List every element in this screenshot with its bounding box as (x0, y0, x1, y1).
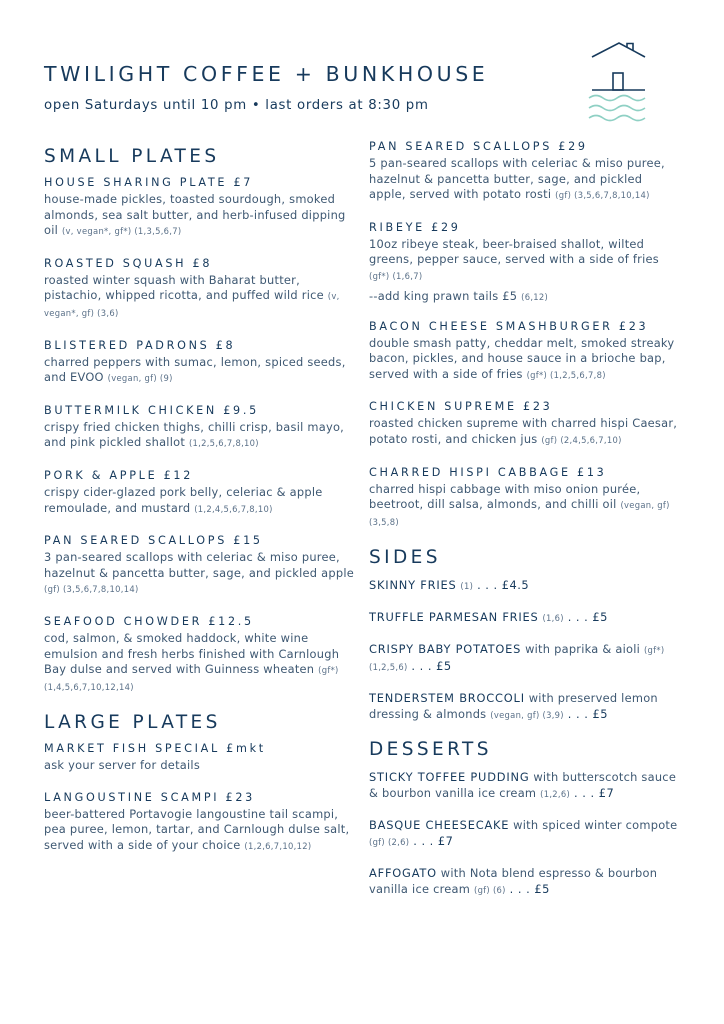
dish-name: TENDERSTEM BROCCOLI (369, 691, 525, 706)
desserts-list (369, 769, 681, 898)
dish-name: PAN SEARED SCALLOPS £15 (44, 534, 263, 548)
dish-price: . . . £5 (567, 707, 608, 722)
small-plates-list (44, 176, 356, 695)
desserts-heading: DESSERTS (369, 739, 492, 761)
sides-heading: SIDES (369, 547, 441, 569)
allergen-info: (1,6) (542, 613, 564, 624)
dish-text: 10oz ribeye steak, beer-braised shallot, wilted greens, pepper sauce, served with a side of fries (369, 236, 659, 267)
bunkhouse-water-logo-icon (587, 38, 647, 124)
dish-text: 3 pan-seared scallops with celeriac & miso puree, hazelnut & pancetta butter, sage, and pickled apple (44, 550, 355, 580)
dish-name: BASQUE CHEESECAKE (369, 818, 510, 833)
menu-item (369, 641, 681, 675)
menu-item (369, 466, 681, 531)
dish-description (369, 482, 681, 531)
dish-description: with preserved lemon dressing & almonds (369, 691, 658, 722)
menu-item (369, 609, 681, 626)
menu-item (369, 577, 681, 594)
allergen-info: (1) (460, 581, 474, 592)
dish-text: charred peppers with sumac, lemon, spiced seeds, and EVOO (44, 354, 346, 385)
dish-text: house-made pickles, toasted sourdough, smoked almonds, sea salt butter, and herb-infused dipping oil (44, 192, 346, 238)
dish-name: MARKET FISH SPECIAL £mkt (44, 742, 266, 756)
dish-description (44, 807, 356, 855)
addon-text: --add king prawn tails £5 (369, 288, 518, 303)
allergen-info: (gf*) (1,2,5,6,7,8) (526, 369, 606, 380)
page-title: TWILIGHT COFFEE + BUNKHOUSE (44, 62, 489, 86)
dish-name: CRISPY BABY POTATOES (369, 642, 522, 657)
opening-hours: open Saturdays until 10 pm • last orders at 8:30 pm (44, 98, 429, 113)
allergen-info: (v, vegan*, gf) (3,6) (44, 291, 340, 318)
menu-item (44, 742, 356, 774)
dish-description (44, 273, 356, 322)
menu-item (369, 817, 681, 850)
dish-name: ROASTED SQUASH £8 (44, 256, 213, 270)
dish-text: 5 pan-seared scallops with celeriac & miso puree, hazelnut & pancetta butter, sage, and pickled apple, served with potato rosti (369, 156, 665, 202)
allergen-info: (gf*) (1,6,7) (369, 270, 423, 281)
dish-description (44, 355, 356, 387)
dish-text: cod, salmon, & smoked haddock, white wine emulsion and fresh herbs finished with Carnlough Bay dulse and served with Guinness wheaten (44, 630, 340, 677)
dish-text: charred hispi cabbage with miso onion purée, beetroot, dill salsa, almonds, and chilli oil (369, 481, 641, 512)
addon-allergen-info: (6,12) (521, 291, 549, 302)
dish-description (369, 336, 681, 384)
menu-item (44, 339, 356, 387)
dish-description (369, 416, 681, 448)
menu-item (44, 257, 356, 322)
menu-item (44, 534, 356, 598)
dish-name: AFFOGATO (369, 866, 437, 881)
dish-name: RIBEYE £29 (369, 220, 461, 234)
dish-description (44, 758, 356, 774)
dish-price: . . . £5 (411, 659, 452, 674)
dish-name: BACON CHEESE SMASHBURGER £23 (369, 319, 649, 333)
menu-item (369, 865, 681, 898)
allergen-info: (gf) (2,6) (369, 837, 410, 848)
sides-list (369, 577, 681, 723)
allergen-info: (vegan, gf) (3,9) (490, 710, 564, 721)
menu-item (369, 769, 681, 802)
dish-text: crispy fried chicken thighs, chilli crisp, basil mayo, and pink pickled shallot (44, 419, 345, 450)
dish-name: BLISTERED PADRONS £8 (44, 338, 236, 352)
left-column (44, 140, 356, 872)
large-plates-continued-list (369, 140, 681, 530)
dish-description: with spiced winter compote (509, 818, 678, 833)
allergen-info: (gf) (6) (474, 885, 506, 896)
allergen-info: (vegan, gf) (3,5,8) (369, 500, 670, 527)
dish-description (369, 156, 681, 204)
dish-description (44, 485, 356, 517)
dish-text: ask your server for details (44, 758, 201, 773)
dish-name: SEAFOOD CHOWDER £12.5 (44, 614, 254, 628)
dish-name: STICKY TOFFEE PUDDING (369, 770, 530, 785)
allergen-info: (gf) (2,4,5,6,7,10) (541, 434, 622, 445)
small-plates-heading: SMALL PLATES (44, 146, 220, 167)
dish-name: SKINNY FRIES (369, 578, 457, 593)
dish-name: PAN SEARED SCALLOPS £29 (369, 140, 588, 153)
large-plates-list (44, 742, 356, 854)
menu-item (44, 791, 356, 855)
dish-name: BUTTERMILK CHICKEN £9.5 (44, 403, 259, 417)
allergen-info: (gf*) (1,2,5,6) (369, 645, 665, 673)
allergen-info: (gf) (3,5,6,7,8,10,14) (555, 190, 650, 201)
menu-item (369, 690, 681, 723)
right-column (369, 140, 681, 913)
dish-text: double smash patty, cheddar melt, smoked streaky bacon, pickles, and house sauce in a brioche bap, served with a side of fries (369, 335, 675, 381)
large-plates-heading: LARGE PLATES (44, 712, 221, 734)
dish-description (44, 420, 356, 452)
dish-text: beer-battered Portavogie langoustine tail scampi, pea puree, lemon, tartar, and Carnlough dulse salt, served with a side of your choice (44, 806, 350, 853)
dish-price: . . . £7 (573, 786, 615, 801)
dish-description: with paprika & aioli (521, 642, 641, 657)
dish-description: with butterscotch sauce & bourbon vanilla ice cream (369, 770, 677, 801)
dish-name: CHARRED HISPI CABBAGE £13 (369, 465, 607, 479)
dish-description: with Nota blend espresso & bourbon vanilla ice cream (369, 866, 658, 897)
menu-item (369, 221, 681, 303)
allergen-info: (gf) (3,5,6,7,8,10,14) (44, 584, 139, 595)
menu-item (369, 400, 681, 448)
dish-text: roasted chicken supreme with charred hispi Caesar, potato rosti, and chicken jus (369, 416, 678, 446)
allergen-info: (v, vegan*, gf*) (1,3,5,6,7) (61, 226, 182, 237)
allergen-info: (1,2,5,6,7,8,10) (188, 438, 259, 449)
dish-name: PORK & APPLE £12 (44, 468, 194, 482)
menu-item (44, 615, 356, 695)
dish-name: TRUFFLE PARMESAN FRIES (369, 610, 539, 625)
allergen-info: (1,2,4,5,6,7,8,10) (194, 503, 273, 514)
dish-addon (369, 289, 681, 303)
dish-name: CHICKEN SUPREME £23 (369, 400, 553, 414)
allergen-info: (1,2,6,7,10,12) (244, 841, 312, 852)
dish-price: . . . £7 (413, 834, 454, 849)
allergen-info: (1,2,6) (540, 789, 571, 800)
dish-text: roasted winter squash with Baharat butter, pistachio, whipped ricotta, and puffed wild rice (44, 272, 324, 303)
allergen-info: (gf*) (1,4,5,6,7,10,12,14) (44, 665, 339, 692)
menu-item (44, 404, 356, 452)
menu-header (44, 62, 488, 113)
dish-description (44, 550, 356, 598)
dish-price: . . . £5 (509, 882, 550, 897)
dish-description (44, 631, 356, 695)
dish-price: . . . £4.5 (477, 578, 530, 593)
dish-name: HOUSE SHARING PLATE £7 (44, 176, 254, 189)
dish-description (44, 192, 356, 240)
dish-name: LANGOUSTINE SCAMPI £23 (44, 790, 255, 804)
menu-item (369, 140, 681, 204)
menu-item (44, 469, 356, 517)
dish-price: . . . £5 (567, 610, 608, 625)
dish-text: crispy cider-glazed pork belly, celeriac & apple remoulade, and mustard (44, 484, 323, 515)
dish-description (369, 237, 681, 285)
menu-item (44, 176, 356, 240)
menu-item (369, 320, 681, 384)
allergen-info: (vegan, gf) (9) (107, 373, 173, 384)
